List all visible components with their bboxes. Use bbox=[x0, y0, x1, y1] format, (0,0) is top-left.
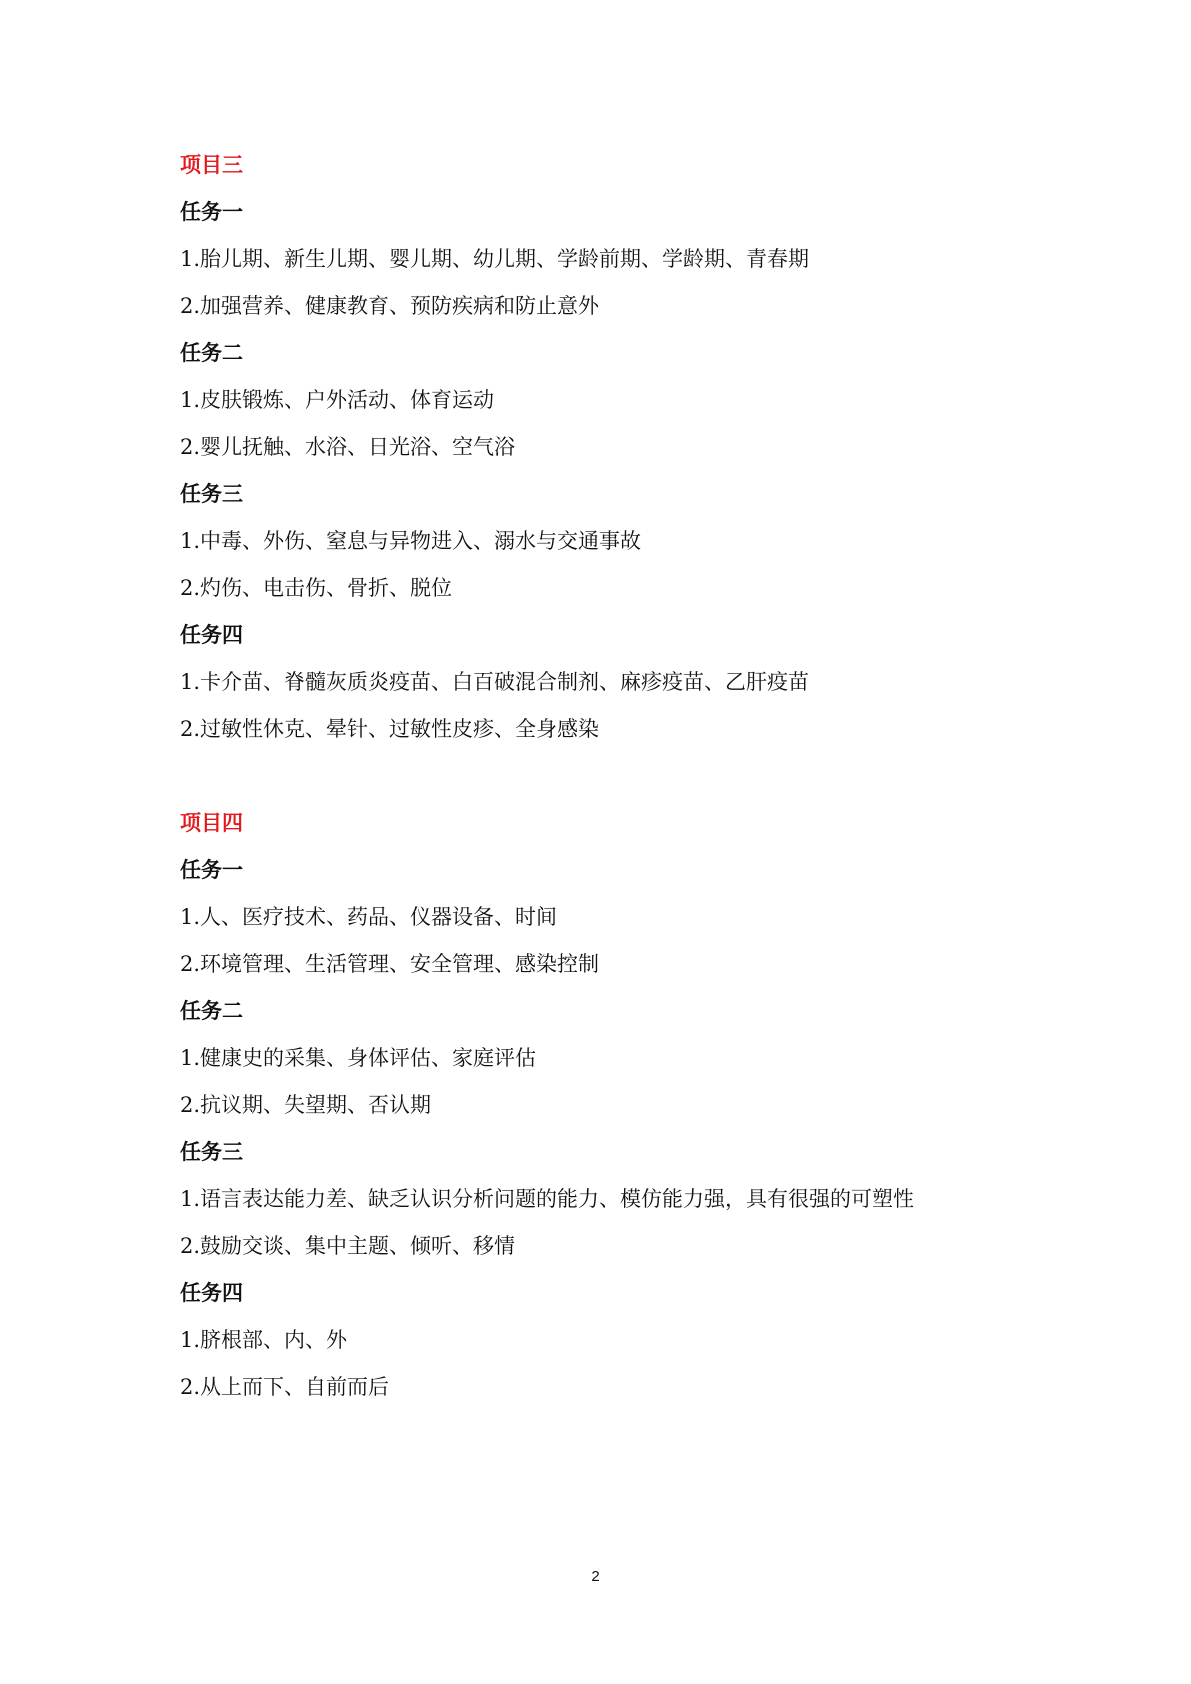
answer-list bbox=[180, 150, 1080, 1419]
project-title: 项目三 bbox=[180, 153, 243, 177]
task-title: 任务一 bbox=[180, 200, 243, 224]
task-title: 任务一 bbox=[180, 858, 243, 882]
answer-item: 2.鼓励交谈、集中主题、倾听、移情 bbox=[180, 1234, 516, 1258]
section-spacer bbox=[180, 761, 1080, 808]
task-title: 任务二 bbox=[180, 341, 243, 365]
task-title: 任务四 bbox=[180, 1281, 243, 1305]
answer-item: 1.中毒、外伤、窒息与异物进入、溺水与交通事故 bbox=[180, 529, 642, 553]
task-title: 任务二 bbox=[180, 999, 243, 1023]
answer-item: 1.皮肤锻炼、户外活动、体育运动 bbox=[180, 388, 495, 412]
answer-item: 2.环境管理、生活管理、安全管理、感染控制 bbox=[180, 952, 600, 976]
answer-item: 1.卡介苗、脊髓灰质炎疫苗、白百破混合制剂、麻疹疫苗、乙肝疫苗 bbox=[180, 670, 810, 694]
answer-item: 1.胎儿期、新生儿期、婴儿期、幼儿期、学龄前期、学龄期、青春期 bbox=[180, 247, 810, 271]
answer-item: 1.健康史的采集、身体评估、家庭评估 bbox=[180, 1046, 537, 1070]
task-title: 任务三 bbox=[180, 1140, 243, 1164]
answer-item: 2.加强营养、健康教育、预防疾病和防止意外 bbox=[180, 294, 600, 318]
answer-item: 2.从上而下、自前而后 bbox=[180, 1375, 390, 1399]
answer-item: 2.抗议期、失望期、否认期 bbox=[180, 1093, 432, 1117]
answer-item: 2.过敏性休克、晕针、过敏性皮疹、全身感染 bbox=[180, 717, 600, 741]
answer-item: 2.灼伤、电击伤、骨折、脱位 bbox=[180, 576, 453, 600]
answer-item: 1.脐根部、内、外 bbox=[180, 1328, 348, 1352]
answer-item: 2.婴儿抚触、水浴、日光浴、空气浴 bbox=[180, 435, 516, 459]
page-number: 2 bbox=[591, 1568, 600, 1585]
answer-item: 1.语言表达能力差、缺乏认识分析问题的能力、模仿能力强，具有很强的可塑性 bbox=[180, 1187, 915, 1211]
task-title: 任务四 bbox=[180, 623, 243, 647]
task-title: 任务三 bbox=[180, 482, 243, 506]
answer-item: 1.人、医疗技术、药品、仪器设备、时间 bbox=[180, 905, 558, 929]
project-title: 项目四 bbox=[180, 811, 243, 835]
